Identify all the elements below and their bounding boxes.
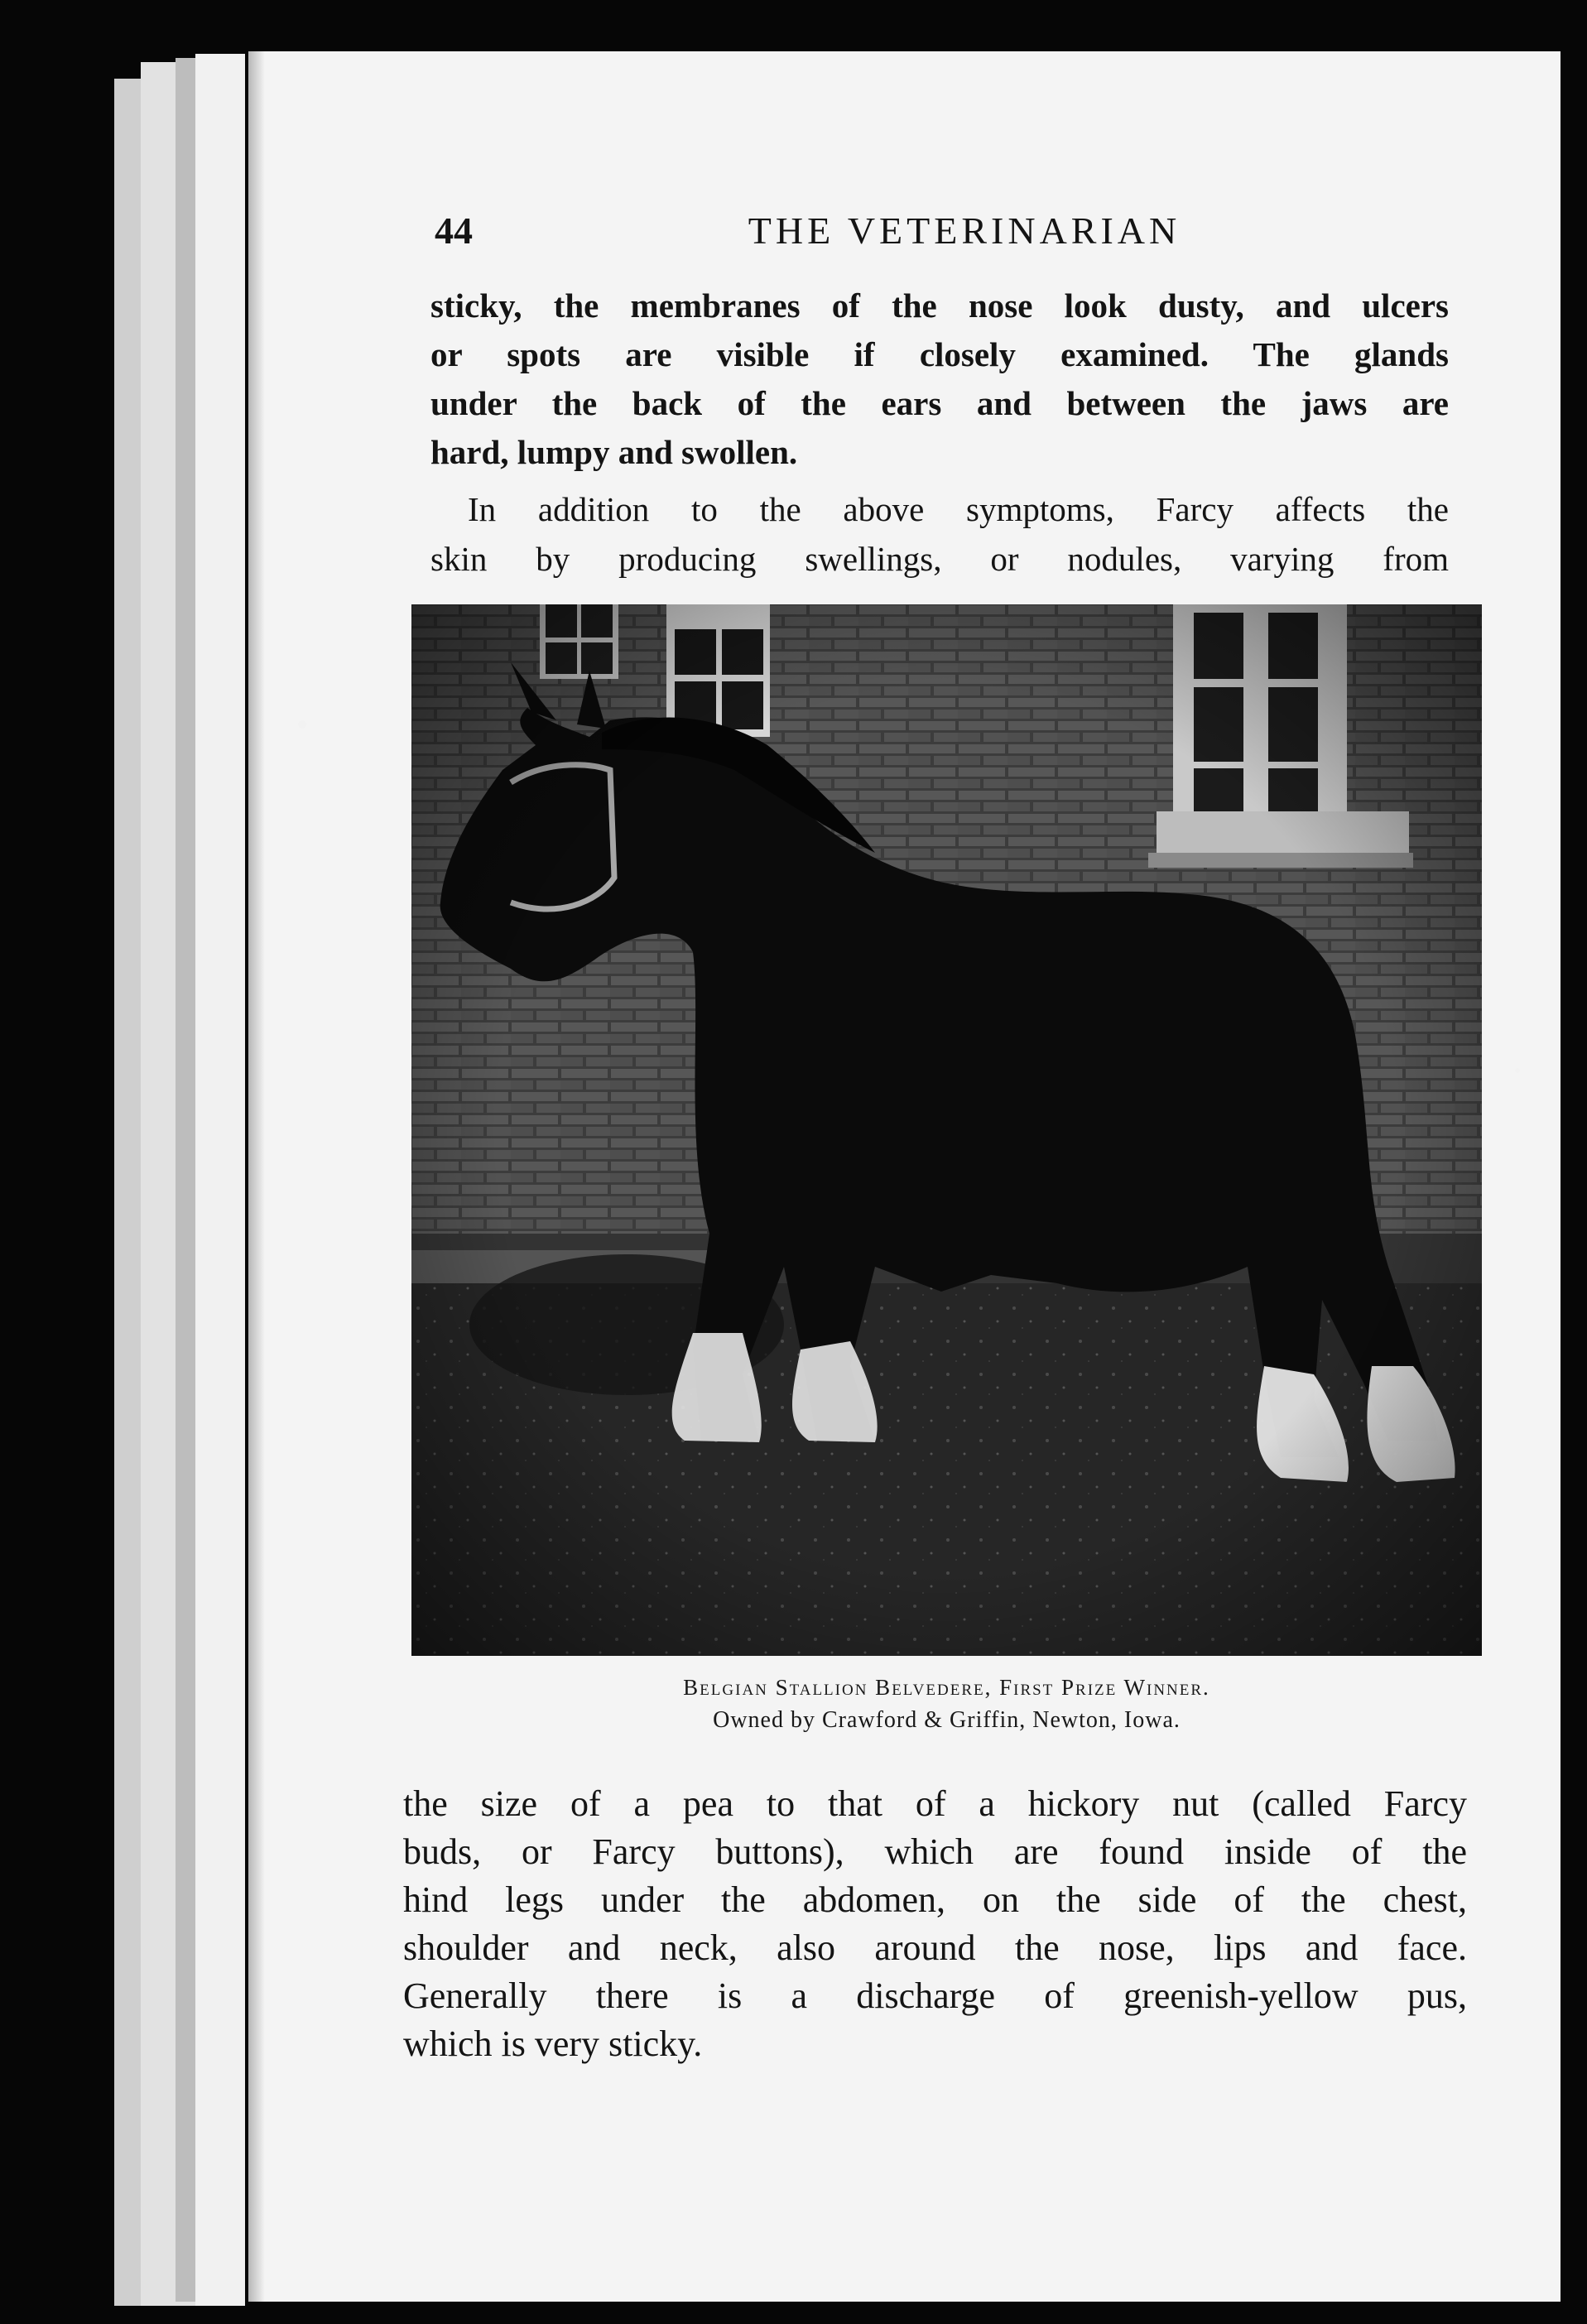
film-speck bbox=[1515, 1068, 1520, 1073]
caption-title: Belgian Stallion Belvedere, First Prize Winner. bbox=[683, 1675, 1210, 1700]
text-line: under the back of the ears and between the jaws are bbox=[430, 384, 1449, 422]
caption-owner: Owned by Crawford & Griffin, Newton, Iowa. bbox=[713, 1707, 1181, 1733]
film-speck bbox=[298, 720, 306, 729]
text-line: shoulder and neck, also around the nose, lips and face. bbox=[403, 1927, 1467, 1968]
text-line: buds, or Farcy buttons), which are found inside of the bbox=[403, 1831, 1467, 1872]
text-line: Generally there is a discharge of greenish-yellow pus, bbox=[403, 1975, 1467, 2016]
horse-photograph bbox=[411, 604, 1482, 1656]
paragraph-farcy-continued bbox=[403, 1780, 1467, 2068]
running-head bbox=[435, 209, 1461, 267]
text-line: which is very sticky. bbox=[403, 2023, 703, 2064]
text-line: In addition to the above symptoms, Farcy affects the bbox=[468, 490, 1449, 528]
paragraph-farcy bbox=[430, 484, 1449, 584]
photograph-illustration bbox=[411, 604, 1482, 1656]
text-line: hard, lumpy and swollen. bbox=[430, 433, 798, 471]
spine-shadow bbox=[248, 51, 265, 2302]
text-line: hind legs under the abdomen, on the side of the chest, bbox=[403, 1879, 1467, 1920]
paragraph-symptoms bbox=[430, 281, 1449, 477]
page-number: 44 bbox=[435, 209, 473, 252]
running-title: THE VETERINARIAN bbox=[748, 209, 1181, 252]
page-edge bbox=[195, 54, 245, 2306]
text-line: skin by producing swellings, or nodules, varying from bbox=[430, 540, 1449, 578]
text-line: or spots are visible if closely examined. The glands bbox=[430, 335, 1449, 373]
text-line: the size of a pea to that of a hickory nut (called Farcy bbox=[403, 1783, 1467, 1824]
photo-caption bbox=[411, 1671, 1482, 1737]
text-line: sticky, the membranes of the nose look dusty, and ulcers bbox=[430, 286, 1449, 325]
